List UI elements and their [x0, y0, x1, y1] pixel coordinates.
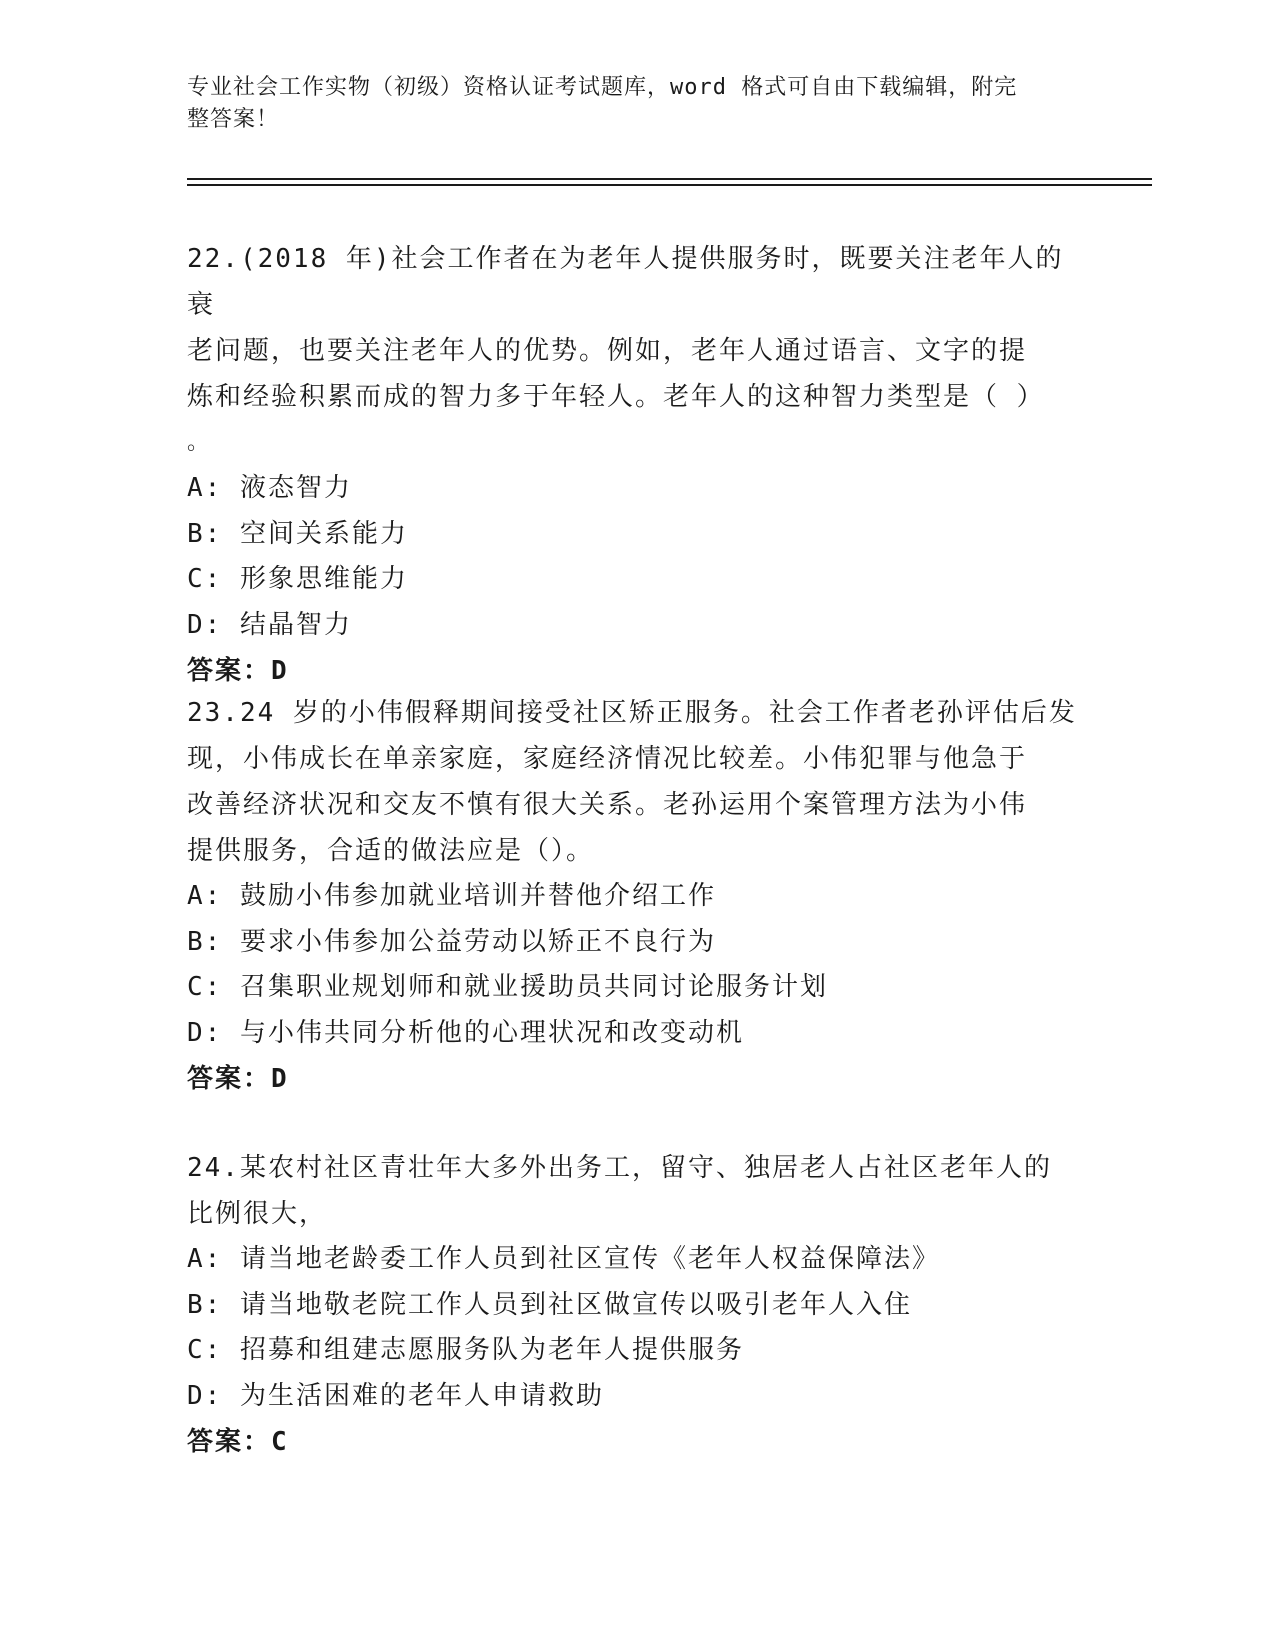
header-divider [187, 184, 1152, 186]
option-c: C: 形象思维能力 [187, 564, 408, 594]
question-stem-line: 24.某农村社区青壮年大多外出务工，留守、独居老人占社区老年人的 [187, 1153, 1052, 1183]
answer: 答案：D [187, 656, 289, 686]
question-stem-line: 23.24 岁的小伟假释期间接受社区矫正服务。社会工作者老孙评估后发 [187, 698, 1077, 728]
answer: 答案：D [187, 1064, 289, 1094]
question-stem-line: 老问题，也要关注老年人的优势。例如，老年人通过语言、文字的提 [187, 336, 1028, 366]
header-line: 专业社会工作实物（初级）资格认证考试题库，word 格式可自由下载编辑，附完 [187, 75, 1018, 100]
option-c: C: 召集职业规划师和就业援助员共同讨论服务计划 [187, 972, 828, 1002]
header-line: 整答案！ [187, 107, 280, 132]
option-b: B: 空间关系能力 [187, 518, 408, 549]
question-stem-line: 现，小伟成长在单亲家庭，家庭经济情况比较差。小伟犯罪与他急于 [187, 744, 1028, 774]
option-d: D: 与小伟共同分析他的心理状况和改变动机 [187, 1017, 744, 1048]
option-b: B: 要求小伟参加公益劳动以矫正不良行为 [187, 926, 716, 957]
option-b: B: 请当地敬老院工作人员到社区做宣传以吸引老年人入住 [187, 1289, 912, 1320]
option-a: A: 鼓励小伟参加就业培训并替他介绍工作 [187, 881, 716, 911]
question-stem-line: 比例很大， [187, 1199, 328, 1229]
option-d: D: 结晶智力 [187, 609, 352, 640]
question-22 [187, 236, 1087, 694]
option-c: C: 招募和组建志愿服务队为老年人提供服务 [187, 1335, 744, 1365]
page-header [187, 72, 1087, 136]
option-a: A: 请当地老龄委工作人员到社区宣传《老年人权益保障法》 [187, 1244, 940, 1274]
option-a: A: 液态智力 [187, 473, 352, 503]
question-stem-line: 。 [187, 430, 212, 455]
question-stem-line: 提供服务，合适的做法应是（）。 [187, 836, 595, 866]
question-23 [187, 690, 1087, 1102]
question-stem-line: 22.(2018 年)社会工作者在为老年人提供服务时，既要关注老年人的衰 [187, 244, 1064, 320]
question-stem-line: 炼和经验积累而成的智力多于年轻人。老年人的这种智力类型是（ ） [187, 382, 1045, 412]
option-d: D: 为生活困难的老年人申请救助 [187, 1380, 604, 1411]
header-divider [187, 178, 1152, 180]
question-stem-line: 改善经济状况和交友不慎有很大关系。老孙运用个案管理方法为小伟 [187, 790, 1028, 820]
question-24 [187, 1145, 1087, 1465]
answer: 答案：C [187, 1427, 289, 1457]
